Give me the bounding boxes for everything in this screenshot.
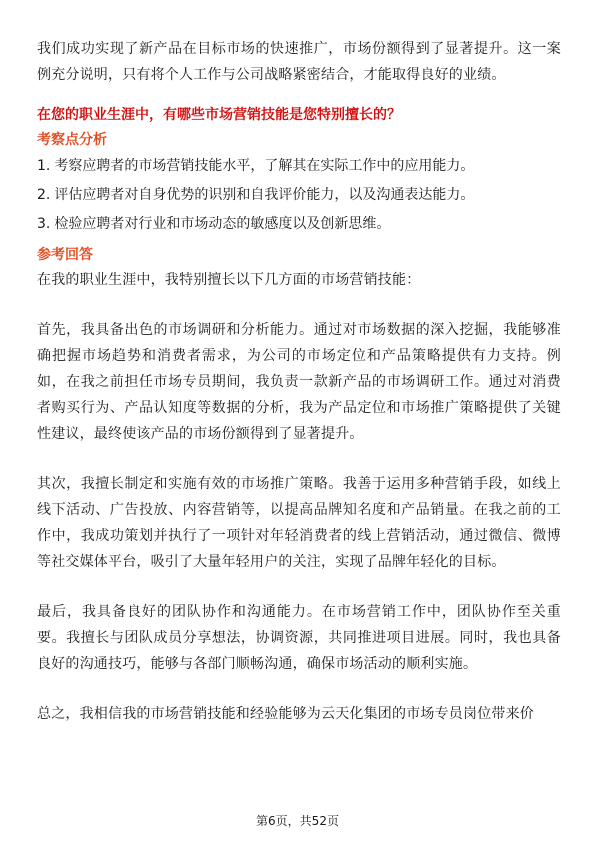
analysis-label: 考察点分析: [37, 132, 107, 148]
list-item-number: 1.: [37, 158, 51, 174]
intro-paragraph: 我们成功实现了新产品在目标市场的快速推广，市场份额得到了显著提升。这一案例充分说明，只有将个人工作与公司战略紧密结合，才能取得良好的业绩。: [37, 41, 561, 83]
answer-paragraph: 首先，我具备出色的市场调研和分析能力。通过对市场数据的深入挖掘，我能够准确把握市场趋势和消费者需求，为公司的市场定位和产品策略提供有力支持。例如，在我之前担任市场专员期间，我负责一款新产品的市场调研工作。通过对消费者购买行为、产品认知度等数据的分析，我为产品定位和市场推广策略提供了关键性建议，最终使该产品的市场份额得到了显著提升。: [37, 322, 561, 442]
answer-paragraph: 最后，我具备良好的团队协作和沟通能力。在市场营销工作中，团队协作至关重要。我擅长与团队成员分享想法，协调资源，共同推进项目进展。同时，我也具备良好的沟通技巧，能够与各部门顺畅沟通，确保市场活动的顺利实施。: [37, 604, 561, 672]
page-content: [37, 36, 561, 727]
page-indicator: 第6页，共52页: [256, 814, 339, 828]
list-item-number: 2.: [37, 187, 51, 203]
answer-paragraph: 总之，我相信我的市场营销技能和经验能够为云天化集团的市场专员岗位带来价: [37, 706, 534, 722]
answer-label: 参考回答: [37, 247, 93, 263]
analysis-list: [37, 152, 561, 239]
list-item: [37, 181, 561, 210]
list-item-text: 考察应聘者的市场营销技能水平，了解其在实际工作中的应用能力。: [54, 158, 475, 174]
list-item: [37, 152, 561, 181]
interview-question: 在您的职业生涯中，有哪些市场营销技能是您特别擅长的？: [37, 107, 401, 123]
list-item: [37, 210, 561, 239]
answer-intro: 在我的职业生涯中，我特别擅长以下几方面的市场营销技能：: [37, 272, 421, 288]
list-item-text: 评估应聘者对自身优势的识别和自我评价能力，以及沟通表达能力。: [54, 187, 475, 203]
list-item-text: 检验应聘者对行业和市场动态的敏感度以及创新思维。: [54, 216, 391, 232]
answer-paragraph: 其次，我擅长制定和实施有效的市场推广策略。我善于运用多种营销手段，如线上线下活动、广告投放、内容营销等，以提高品牌知名度和产品销量。在我之前的工作中，我成功策划并执行了一项针对年轻消费者的线上营销活动，通过微信、微博等社交媒体平台，吸引了大量年轻用户的关注，实现了品牌年轻化的目标。: [37, 476, 561, 570]
list-item-number: 3.: [37, 216, 51, 232]
